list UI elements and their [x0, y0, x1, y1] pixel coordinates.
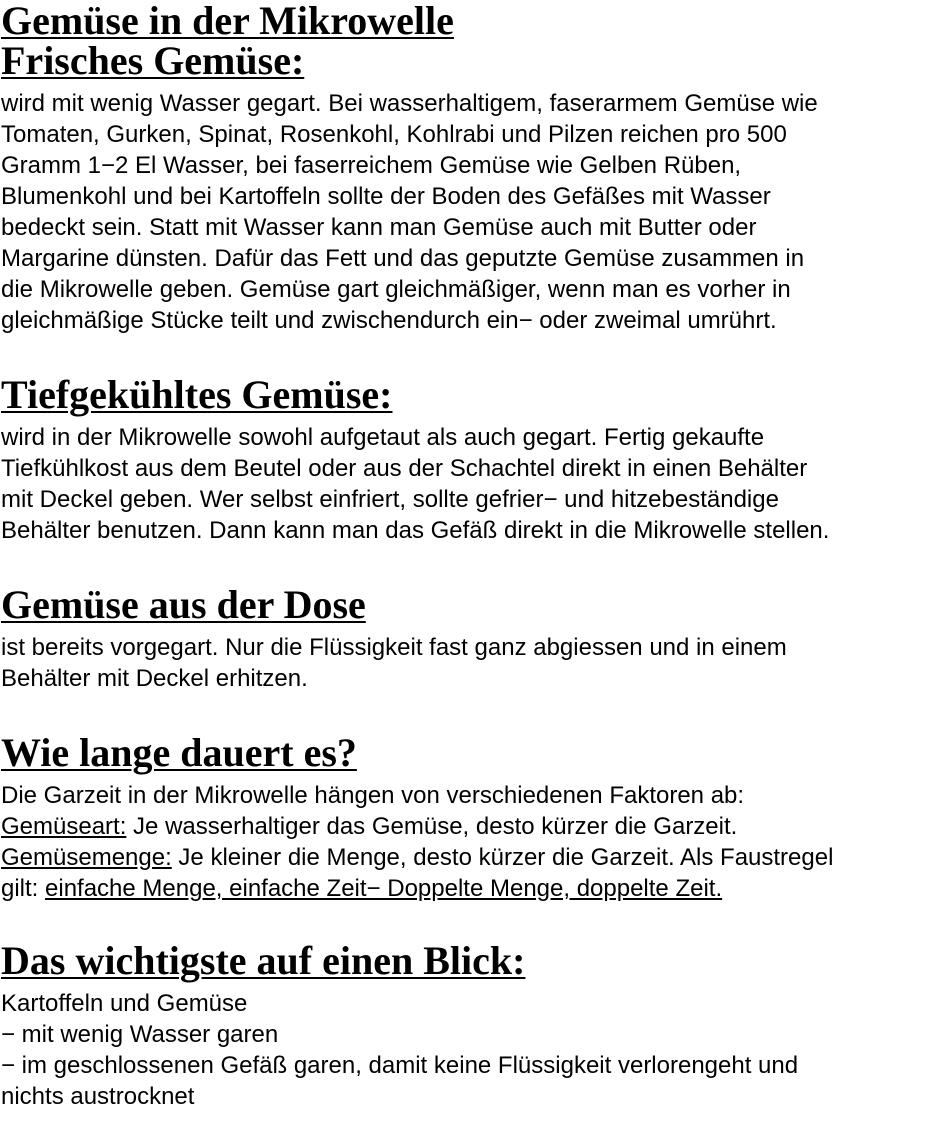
- spacer: [1, 904, 932, 940]
- section-body-blick: [1, 988, 932, 1112]
- section-body-dauer: [1, 780, 932, 904]
- text-line: nichts austrocknet: [1, 1083, 195, 1110]
- section-heading-dose: Gemüse aus der Dose: [1, 582, 366, 627]
- text-line: mit Deckel geben. Wer selbst einfriert, sollte gefrier− und hitzebeständige: [1, 486, 779, 513]
- text-line-faustregel: [1, 873, 932, 904]
- section-body-dose: [1, 632, 932, 694]
- text-line: − im geschlossenen Gefäß garen, damit keine Flüssigkeit verlorengeht und: [1, 1052, 799, 1079]
- text-line: die Mikrowelle geben. Gemüse gart gleichmäßiger, wenn man es vorher in: [1, 276, 791, 303]
- text-line: − mit wenig Wasser garen: [1, 1021, 279, 1048]
- text-line: ist bereits vorgegart. Nur die Flüssigkeit fast ganz abgiessen und in einem: [1, 634, 787, 661]
- spacer: [1, 336, 932, 374]
- section-tiefgekuehltes-gemuese: [1, 374, 932, 546]
- text-line: Kartoffeln und Gemüse: [1, 990, 248, 1017]
- label-gemueseart: Gemüseart:: [1, 813, 127, 840]
- section-body-frisch: [1, 88, 932, 336]
- text-line: Margarine dünsten. Dafür das Fett und das geputzte Gemüse zusammen in: [1, 245, 805, 272]
- text-gemuesemenge: Je kleiner die Menge, desto kürzer die Garzeit. Als Faustregel: [171, 844, 834, 871]
- text-line: Gramm 1−2 El Wasser, bei faserreichem Gemüse wie Gelben Rüben,: [1, 152, 742, 179]
- section-heading-dauer: Wie lange dauert es?: [1, 730, 357, 775]
- text-faustregel: einfache Menge, einfache Zeit− Doppelte Menge, doppelte Zeit.: [45, 875, 723, 902]
- section-heading-tiefgekuehlt: Tiefgekühltes Gemüse:: [1, 372, 393, 417]
- text-rule-prefix: gilt:: [1, 875, 46, 902]
- document-page: [1, 0, 932, 1112]
- text-line: Behälter benutzen. Dann kann man das Gefäß direkt in die Mikrowelle stellen.: [1, 517, 830, 544]
- label-gemuesemenge: Gemüsemenge:: [1, 844, 172, 871]
- text-line-gemuesemenge: [1, 842, 932, 873]
- text-line: bedeckt sein. Statt mit Wasser kann man Gemüse auch mit Butter oder: [1, 214, 757, 241]
- page-title: Gemüse in der Mikrowelle: [1, 0, 454, 43]
- section-heading-frisch: Frisches Gemüse:: [1, 38, 305, 83]
- section-auf-einen-blick: [1, 940, 932, 1112]
- text-line: Behälter mit Deckel erhitzen.: [1, 665, 308, 692]
- text-line: Blumenkohl und bei Kartoffeln sollte der Boden des Gefäßes mit Wasser: [1, 183, 771, 210]
- section-body-tiefgekuehlt: [1, 422, 932, 546]
- text-line: wird in der Mikrowelle sowohl aufgetaut als auch gegart. Fertig gekaufte: [1, 424, 765, 451]
- text-gemueseart: Je wasserhaltiger das Gemüse, desto kürzer die Garzeit.: [126, 813, 738, 840]
- section-heading-blick: Das wichtigste auf einen Blick:: [1, 938, 526, 983]
- text-line: wird mit wenig Wasser gegart. Bei wasserhaltigem, faserarmem Gemüse wie: [1, 90, 818, 117]
- section-dauer: [1, 732, 932, 904]
- section-frisches-gemuese: [1, 40, 932, 336]
- text-line: Tomaten, Gurken, Spinat, Rosenkohl, Kohlrabi und Pilzen reichen pro 500: [1, 121, 787, 148]
- spacer: [1, 694, 932, 732]
- section-gemuese-dose: [1, 584, 932, 694]
- spacer: [1, 546, 932, 584]
- text-line-gemueseart: [1, 811, 932, 842]
- text-line: Tiefkühlkost aus dem Beutel oder aus der Schachtel direkt in einen Behälter: [1, 455, 808, 482]
- text-line: Die Garzeit in der Mikrowelle hängen von verschiedenen Faktoren ab:: [1, 782, 745, 809]
- text-line: gleichmäßige Stücke teilt und zwischendurch ein− oder zweimal umrührt.: [1, 307, 777, 334]
